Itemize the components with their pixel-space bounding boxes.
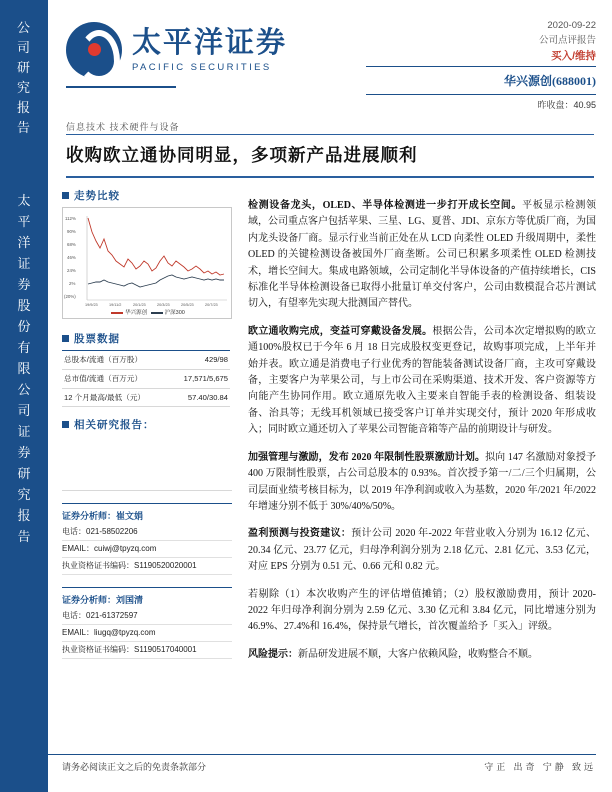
- last-close-label: 昨收盘：: [537, 100, 574, 110]
- stock-data-title: 股票数据: [74, 334, 120, 345]
- related-reports-title: 相关研究报告：: [74, 420, 155, 432]
- sidebar-column: [62, 188, 232, 659]
- related-reports-header: [62, 417, 232, 432]
- rail-mid-char: 份: [17, 319, 31, 334]
- last-close-price: [366, 98, 596, 111]
- rail-top-char: 公: [16, 20, 31, 35]
- chart-svg: [63, 208, 231, 318]
- analyst-name-1: 证券分析师：崔文娟: [62, 503, 232, 524]
- analyst-name-2: 证券分析师：刘国清: [62, 587, 232, 608]
- brand-name-cn: 太平洋证券: [132, 27, 288, 59]
- body-paragraph: [248, 526, 596, 575]
- rail-mid-char: 太: [17, 193, 31, 208]
- legend-series-2: 沪深300: [164, 310, 185, 316]
- rail-mid-char: 报: [17, 508, 31, 523]
- paragraph-text: 若剔除（1）本次收购产生的评估增值摊销；（2）股权激励费用，预计 2020-2022 年归母净利润分别为 2.59 亿元、3.30 亿元和 3.84 亿元，同比增速分别为 46.9%、27.4%和 16.4%，保持景气增长，首次覆盖给予「买入」评级。: [248, 588, 596, 633]
- rail-mid-char: 证: [17, 424, 31, 439]
- body-paragraph: [248, 324, 596, 439]
- analyst-license-2: 执业资格证书编码：S1190517040001: [62, 642, 232, 659]
- row-label: 总市值/流通（百万元）: [62, 369, 169, 388]
- table-row: [62, 351, 230, 370]
- row-value: 17,571/5,675: [169, 369, 230, 388]
- page-title: 收购欧立通协同明显，多项新产品进展顺利: [66, 145, 418, 165]
- row-value: 57.40/30.84: [169, 388, 230, 407]
- stock-data-table: [62, 350, 230, 407]
- rating-badge: 买入/维持: [551, 50, 596, 62]
- paragraph-lead: 欧立通收购完成，变益可穿戴设备发展。: [248, 325, 433, 337]
- svg-text:112%: 112%: [65, 216, 76, 221]
- paragraph-text: 平板显示检测领域，公司重点客户包括苹果、三星、LG、夏普、JDI、京东方等优质厂商，为国内龙头设备厂商。显示行业当前正处在从 LCD 向柔性 OLED 升级周期中，柔性 OLED 的关键检测设备被国外厂商垄断。公司已积累多项柔性 OLED 检测技术，增长空间大。集成电路领域，公司定制化半导体设备的产值持续增长，CIS 标准化半导体检测设备已取得小批量订单交付客户，公司由数模混合芯片测试切入，有望率先实现大批测国产替代。: [248, 200, 597, 310]
- body-paragraph-risk: [248, 647, 596, 663]
- related-reports-block: [62, 417, 232, 491]
- rail-mid-char: 平: [17, 214, 31, 229]
- row-label: 总股本/流通（百万股）: [62, 351, 169, 370]
- svg-text:20/3/23: 20/3/23: [157, 303, 170, 307]
- svg-text:46%: 46%: [67, 255, 76, 260]
- analyst-phone-1: 电话：021-58502206: [62, 524, 232, 541]
- report-date: 2020-09-22: [547, 20, 596, 31]
- body-paragraph: [248, 198, 596, 313]
- header-meta: [366, 18, 596, 64]
- pacific-logo-icon: [66, 22, 122, 78]
- svg-text:20/1/23: 20/1/23: [133, 303, 146, 307]
- rail-mid-char: 证: [17, 256, 31, 271]
- analyst-license-1: 执业资格证书编码：S1190520020001: [62, 558, 232, 575]
- row-label: 12 个月最高/最低（元）: [62, 388, 169, 407]
- rail-top-char: 研: [16, 60, 31, 75]
- paragraph-lead: 风险提示：: [248, 648, 298, 660]
- row-value: 429/98: [169, 351, 230, 370]
- paragraph-lead: 盈利预测与投资建议：: [248, 528, 352, 540]
- breadcrumb: 信息技术 技术硬件与设备: [66, 122, 180, 132]
- logo-underline: [66, 86, 176, 88]
- left-rail-bottom-block: [0, 700, 48, 792]
- svg-text:24%: 24%: [67, 268, 76, 273]
- chart-legend: [63, 308, 231, 316]
- rail-top-char: 究: [16, 80, 31, 95]
- report-type: 公司点评报告: [538, 35, 596, 46]
- rail-mid-char: 限: [17, 361, 31, 376]
- brand-name-en: PACIFIC SECURITIES: [132, 62, 272, 73]
- title-rule-bottom: [66, 176, 594, 178]
- related-reports-empty-area: [62, 436, 232, 491]
- rail-mid-char: 司: [17, 403, 31, 418]
- rail-mid-char: 告: [17, 529, 31, 544]
- analyst-block-2: [62, 587, 232, 659]
- chart-section-header: [62, 188, 232, 203]
- svg-text:19/11/2: 19/11/2: [109, 303, 122, 307]
- analyst-phone-2: 电话：021-61372597: [62, 608, 232, 625]
- rail-mid-char: 有: [17, 340, 31, 355]
- svg-text:68%: 68%: [67, 242, 76, 247]
- chart-section-title: 走势比较: [74, 191, 120, 202]
- svg-text:2%: 2%: [69, 281, 76, 286]
- svg-text:(20%): (20%): [64, 294, 76, 299]
- footer-divider: [48, 754, 596, 755]
- rail-company-vertical: [0, 190, 48, 660]
- analyst-email-1: EMAIL：cuiwj@tpyzq.com: [62, 541, 232, 558]
- rail-mid-char: 公: [17, 382, 31, 397]
- main-body-column: [248, 188, 596, 674]
- rail-mid-char: 洋: [17, 235, 31, 250]
- bullet-square-icon: [62, 421, 69, 428]
- bullet-square-icon: [62, 335, 69, 342]
- svg-text:90%: 90%: [67, 229, 76, 234]
- svg-text:20/5/23: 20/5/23: [181, 303, 194, 307]
- brand-logo: [66, 22, 287, 78]
- price-trend-chart: [62, 207, 232, 319]
- report-header: [48, 0, 612, 112]
- body-paragraph: [248, 450, 596, 516]
- analyst-block-1: [62, 503, 232, 575]
- analyst-email-2: EMAIL：liugq@tpyzq.com: [62, 625, 232, 642]
- header-divider-2: [366, 94, 596, 95]
- rail-mid-char: 究: [17, 487, 31, 502]
- last-close-value: 40.95: [573, 100, 596, 110]
- body-paragraph: [248, 587, 596, 636]
- rail-mid-char: 股: [17, 298, 31, 313]
- paragraph-text: 拟向 147 名激励对象授予 400 万限制性股票，占公司总股本的 0.93%。首次授予第一/二/三个归属期，公司层面业绩考核目标为，以 2019 年净利润或收入为基数，2020 年/2021 年/2022 年增速分别不低于 30%/40%/50%。: [248, 451, 597, 512]
- table-row: [62, 388, 230, 407]
- svg-text:20/7/23: 20/7/23: [205, 303, 218, 307]
- svg-text:19/9/23: 19/9/23: [85, 303, 98, 307]
- rail-mid-char: 券: [17, 277, 31, 292]
- bullet-square-icon: [62, 192, 69, 199]
- rail-mid-char: 研: [17, 466, 31, 481]
- rail-top-char: 司: [16, 40, 31, 55]
- rail-title-vertical: [0, 18, 48, 148]
- footer-disclaimer: 请务必阅读正文之后的免责条款部分: [62, 762, 207, 772]
- paragraph-text: 预计公司 2020 年-2022 年营业收入分别为 16.12 亿元、20.34 亿元、23.77 亿元，归母净利润分别为 2.18 亿元、2.81 亿元、3.53 亿元，对应 EPS 分别为 0.51 元、0.66 元和 0.82 元。: [248, 528, 596, 573]
- rail-mid-char: 券: [17, 445, 31, 460]
- rail-top-char: 告: [16, 120, 31, 135]
- paragraph-text: 根据公告，公司本次定增拟购的欧立通100%股权已于今年 6 月 18 日完成股权变更登记，故购事项完成，上半年并始并表。欧立通是消费电子行业优秀的智能装备测试设备厂商，主攻可穿戴设备，主要客户为苹果公司，与上市公司在采购渠道、技术开发、客户资源等方向能产生协同作用。欧立通原先收入主要来自智能手表的检测设备、组装设备、治具等；无线耳机领域已接受客户订单并实现交付，预计 2020 年形成收入；同时欧立通还切入了苹果公司智能音箱等产品的前期设计与研发。: [248, 325, 597, 436]
- paragraph-text: 新品研发进展不顺，大客户依赖风险，收购整合不顺。: [298, 648, 538, 660]
- paragraph-lead: 检测设备龙头，OLED、半导体检测进一步打开成长空间。: [248, 200, 523, 211]
- stock-data-header: [62, 331, 232, 346]
- legend-series-1: 华兴源创: [125, 310, 148, 316]
- rail-top-char: 报: [16, 100, 31, 115]
- table-row: [62, 369, 230, 388]
- title-rule-top: [66, 134, 594, 135]
- footer-slogan: 守正 出奇 宁静 致远: [484, 762, 596, 772]
- paragraph-lead: 加强管理与激励，发布 2020 年限制性股票激励计划。: [248, 451, 486, 463]
- stock-name-code: 华兴源创(688001): [504, 74, 596, 88]
- header-divider-1: [366, 66, 596, 67]
